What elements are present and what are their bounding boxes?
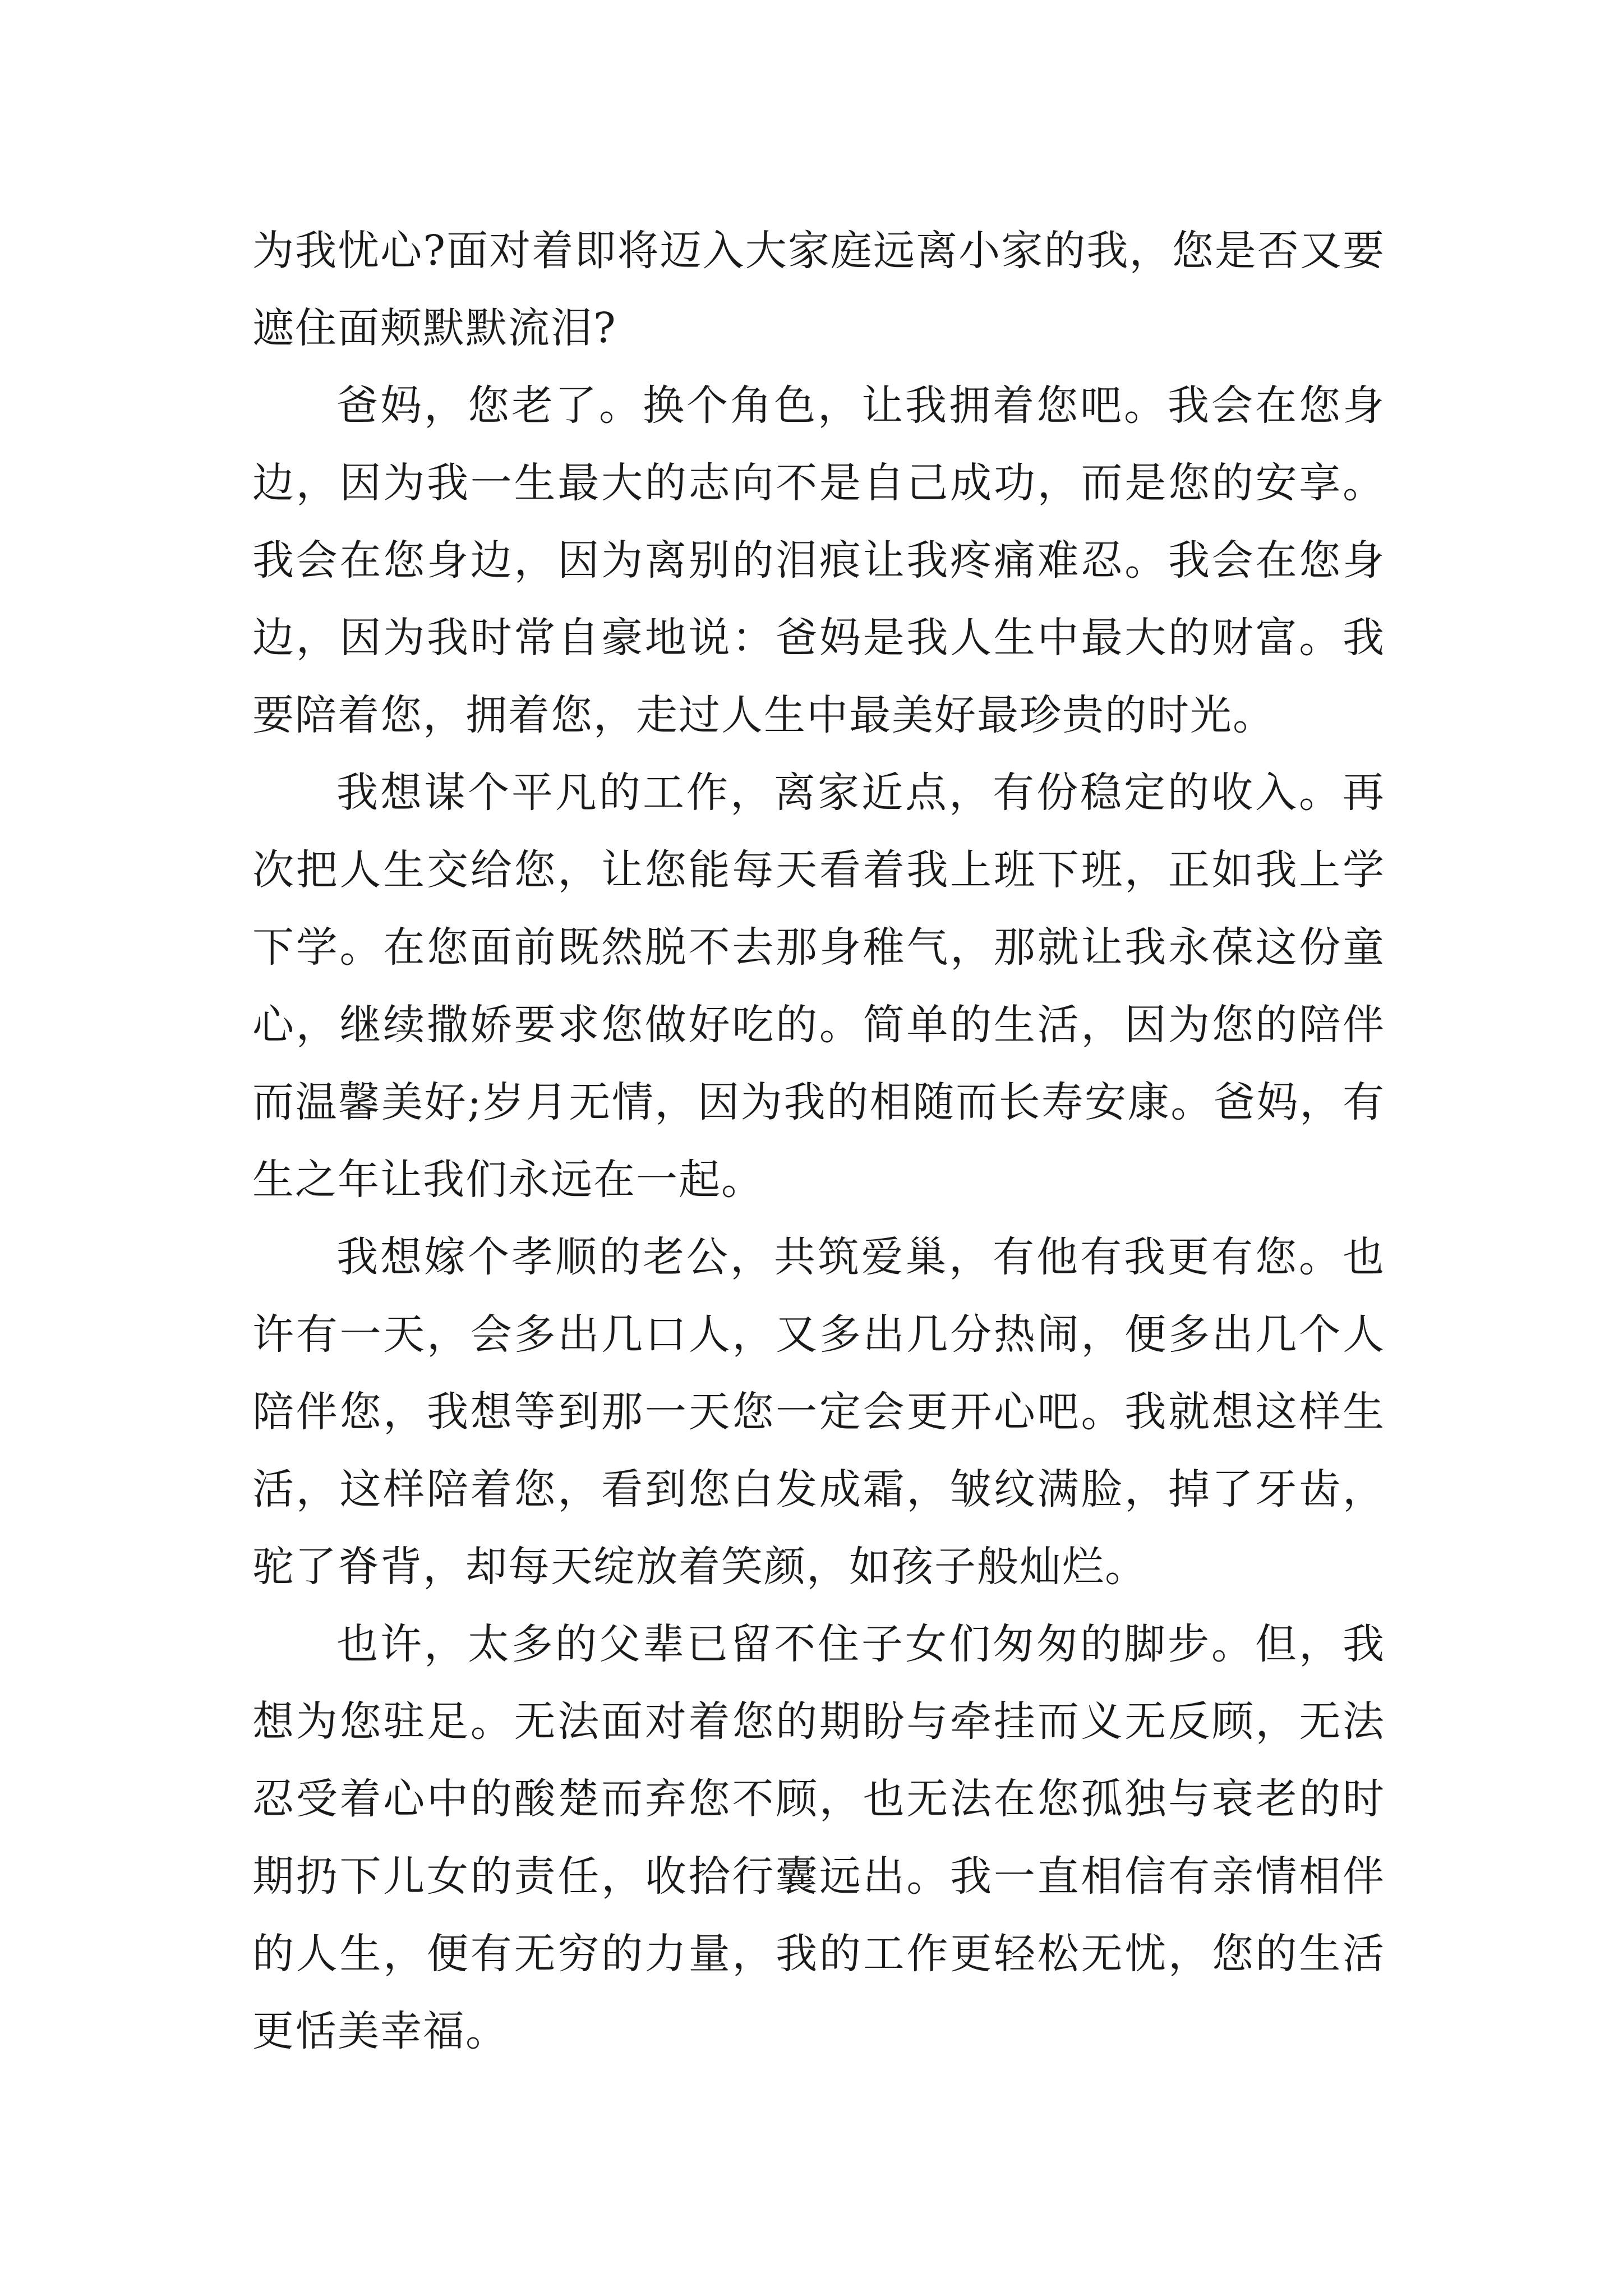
paragraph-1: 为我忧心?面对着即将迈入大家庭远离小家的我，您是否又要遮住面颊默默流泪? (252, 227, 1385, 352)
paragraph-4: 我想嫁个孝顺的老公，共筑爱巢，有他有我更有您。也许有一天，会多出几口人，又多出几分热闹，便多出几个人陪伴您，我想等到那一天您一定会更开心吧。我就想这样生活，这样陪着您，看到您白发成霜，皱纹满脸，掉了牙齿，驼了脊背，却每天绽放着笑颜，如孩子般灿烂。 (252, 1233, 1385, 1591)
paragraph-3: 我想谋个平凡的工作，离家近点，有份稳定的收入。再次把人生交给您，让您能每天看着我上班下班，正如我上学下学。在您面前既然脱不去那身稚气，那就让我永葆这份童心，继续撒娇要求您做好吃的。简单的生活，因为您的陪伴而温馨美好;岁月无情，因为我的相随而长寿安康。爸妈，有生之年让我们永远在一起。 (252, 769, 1385, 1204)
paragraph-2: 爸妈，您老了。换个角色，让我拥着您吧。我会在您身边，因为我一生最大的志向不是自己成功，而是您的安享。我会在您身边，因为离别的泪痕让我疼痛难忍。我会在您身边，因为我时常自豪地说：爸妈是我人生中最大的财富。我要陪着您，拥着您，走过人生中最美好最珍贵的时光。 (252, 381, 1385, 739)
body-text (252, 212, 1385, 2070)
paragraph-5: 也许，太多的父辈已留不住子女们匆匆的脚步。但，我想为您驻足。无法面对着您的期盼与牵挂而义无反顾，无法忍受着心中的酸楚而弃您不顾，也无法在您孤独与衰老的时期扔下儿女的责任，收拾行囊远出。我一直相信有亲情相伴的人生，便有无穷的力量，我的工作更轻松无忧，您的生活更恬美幸福。 (252, 1620, 1385, 2055)
